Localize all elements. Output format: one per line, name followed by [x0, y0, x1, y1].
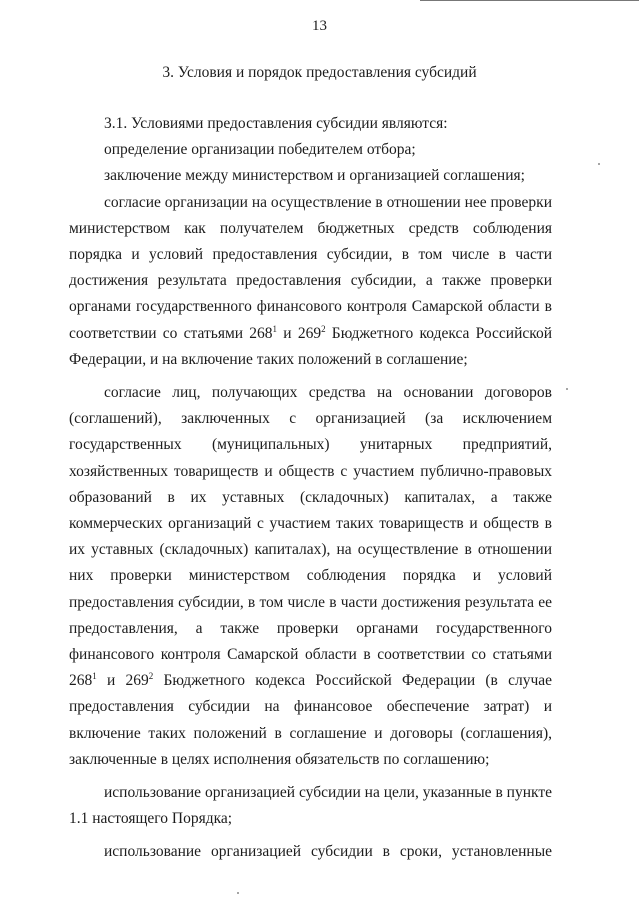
article-superscript: 1 [272, 323, 278, 334]
paragraph-condition-use-purpose: использование организацией субсидии на цели, указанные в пункте 1.1 настоящего Порядка; [69, 784, 552, 828]
top-border-line [420, 0, 639, 1]
paragraph-text-tail: Бюджетного кодекса Российской Федерации, и на включение таких положений в соглашение; [69, 324, 553, 368]
scan-speck [566, 388, 568, 390]
article-superscript: 1 [92, 671, 97, 682]
article-superscript: 2 [321, 323, 326, 334]
scan-speck [598, 163, 600, 165]
page-number: 13 [312, 18, 327, 34]
article-number: 269 [125, 672, 149, 690]
conjunction: и [283, 324, 292, 342]
paragraph-text: согласие лиц, получающих средства на основании договоров (соглашений), заключенных с организацией (за исключением государственных (муниципальных) унитарных предприятий, хозяйственных товариществ и обществ с участием публично-правовых образований в их уставных (складочных) капиталах, а также коммерческих организаций с участием таких товариществ и обществ в их уставных (складочных) капиталах), на осуществление в отношении них проверки министерством соблюдения порядка и условий предоставления субсидии, в том числе в части достижения результата ее предоставления, а также проверки органами государственного финансового контроля Самарской области в соответствии со статьями [69, 384, 552, 664]
paragraph-text: согласие организации на осуществление в отношении нее проверки министерством как получателем бюджетных средств соблюдения порядка и условий предоставления субсидии, в том числе в части достижения результата предоставления субсидии, а также проверки органами государственного финансового контроля Самарской области в соответствии со статьями [69, 193, 552, 342]
article-number: 268 [69, 672, 93, 690]
paragraph-3-1: 3.1. Условиями предоставления субсидии являются: [104, 115, 448, 132]
paragraph-condition-consent-organization [69, 190, 552, 373]
paragraph-condition-use-deadline: использование организацией субсидии в сроки, установленные [104, 843, 552, 861]
article-superscript: 2 [148, 671, 154, 682]
scan-speck [237, 892, 239, 894]
article-number: 268 [249, 324, 273, 342]
paragraph-condition-agreement: заключение между министерством и организацией соглашения; [104, 167, 525, 185]
conjunction: и [106, 672, 116, 690]
article-number: 269 [297, 324, 322, 342]
document-body [69, 111, 552, 866]
paragraph-text-tail: Бюджетного кодекса Российской Федерации (в случае предоставления субсидии на финансовое обеспечение затрат) и включение таких положений в соглашение и договоры (соглашения), заключенные в целях исполнения обязательств по соглашению; [69, 672, 553, 768]
paragraph-condition-consent-recipients [69, 380, 552, 773]
paragraph-condition-winner: определение организации победителем отбора; [104, 141, 416, 159]
section-title: 3. Условия и порядок предоставления субсидий [162, 64, 477, 81]
